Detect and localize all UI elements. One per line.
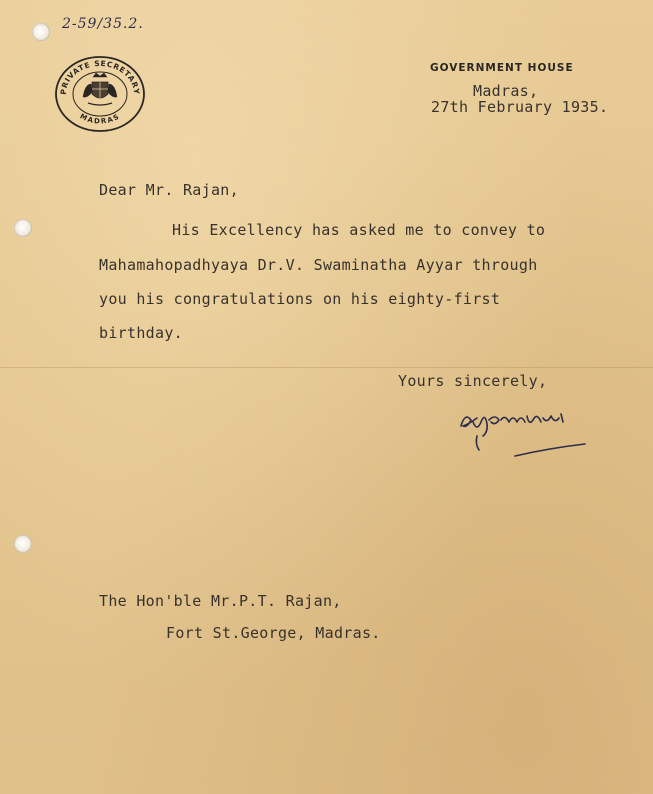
svg-text:MADRAS — [79, 112, 122, 125]
punch-hole-middle — [14, 219, 32, 237]
body-line: birthday. — [99, 324, 183, 342]
body-line: His Excellency has asked me to convey to — [172, 221, 546, 239]
recipient-address: Fort St.George, Madras. — [166, 624, 381, 642]
handwritten-reference: 2-59/35.2. — [62, 16, 144, 32]
private-secretary-seal — [52, 54, 148, 134]
letter-date: 27th February 1935. — [431, 98, 609, 116]
seal-bottom-text: MADRAS — [78, 112, 122, 126]
closing: Yours sincerely, — [398, 372, 548, 390]
seal-top-text: PRIVATE SECRETARY — [58, 58, 142, 96]
letterhead-city: Madras, — [473, 82, 539, 100]
handwritten-signature — [455, 398, 595, 462]
body-line: Mahamahopadhyaya Dr.V. Swaminatha Ayyar through — [99, 256, 538, 274]
punch-hole-bottom — [14, 535, 32, 553]
body-line: you his congratulations on his eighty-first — [99, 290, 501, 308]
letterhead-title: GOVERNMENT HOUSE — [430, 62, 574, 74]
punch-hole-top — [32, 23, 50, 41]
paper-fold-line — [0, 367, 653, 368]
salutation: Dear Mr. Rajan, — [99, 181, 239, 199]
recipient-name: The Hon'ble Mr.P.T. Rajan, — [99, 592, 342, 610]
